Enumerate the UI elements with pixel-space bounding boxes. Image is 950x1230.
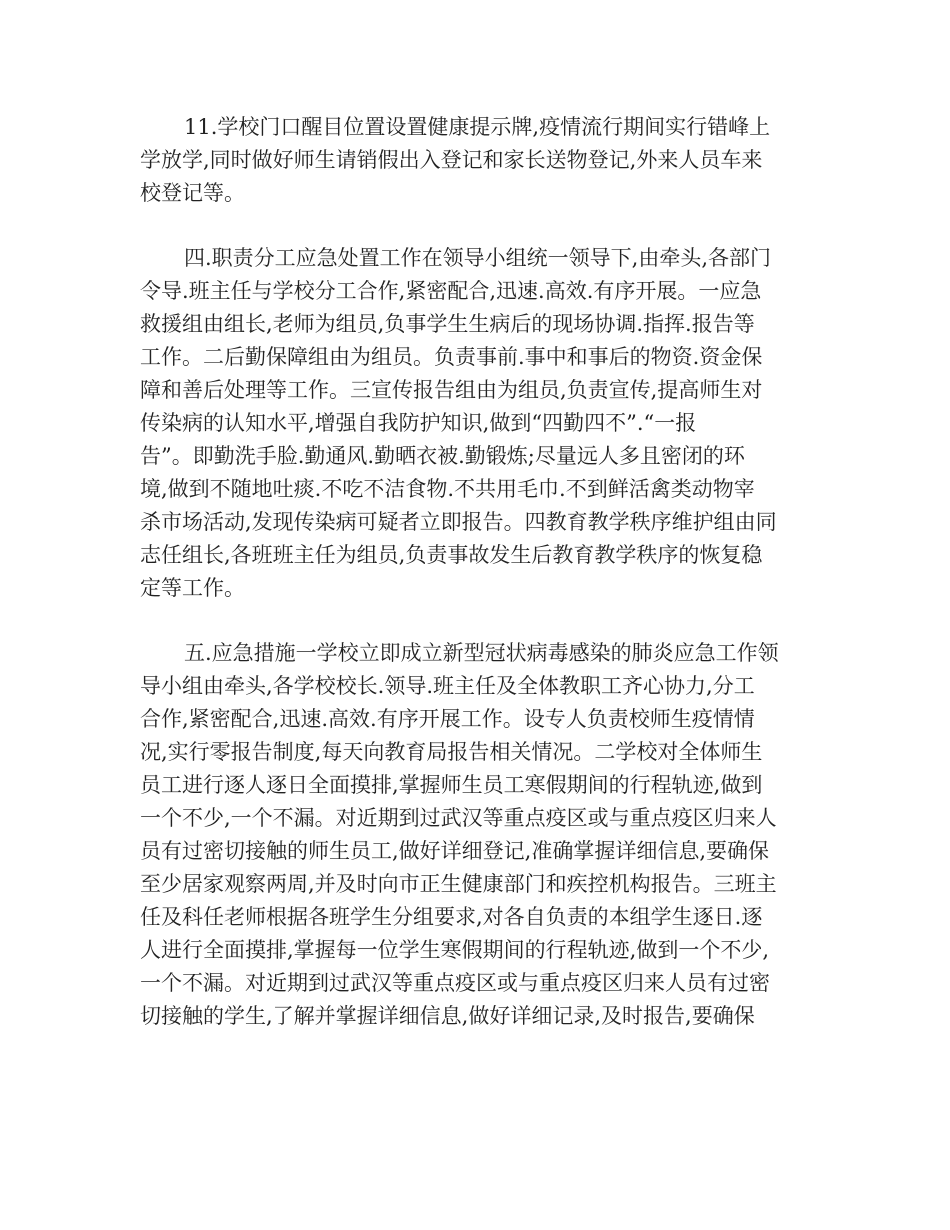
- text-line: 11.学校门口醒目位置设置健康提示牌,疫情流行期间实行错峰上: [184, 115, 771, 139]
- text-line: 任及科任老师根据各班学生分组要求,对各自负责的本组学生逐日.逐: [140, 905, 763, 929]
- text-line: 学放学,同时做好师生请销假出入登记和家长送物登记,外来人员车来: [140, 148, 763, 172]
- text-line: 四.职责分工应急处置工作在领导小组统一领导下,由牵头,各部门: [184, 246, 772, 270]
- text-line: 人进行全面摸排,掌握每一位学生寒假期间的行程轨迹,做到一个不少,: [140, 938, 770, 962]
- text-line: 五.应急措施一学校立即成立新型冠状病毒感染的肺炎应急工作领: [184, 641, 779, 665]
- text-line: 令导.班主任与学校分工合作,紧密配合,迅速.高效.有序开展。一应急: [140, 279, 762, 303]
- document-body: [140, 111, 815, 1065]
- text-line: 校登记等。: [140, 181, 245, 205]
- text-line: 工作。二后勤保障组由为组员。负责事前.事中和事后的物资.资金保: [140, 345, 763, 369]
- text-line: 合作,紧密配合,迅速.高效.有序开展工作。设专人负责校师生疫情情: [140, 707, 755, 731]
- text-line: 杀市场活动,发现传染病可疑者立即报告。四教育教学秩序维护组由同: [140, 510, 777, 534]
- text-line: 境,做到不随地吐痰.不吃不洁食物.不共用毛巾.不到鲜活禽类动物宰: [140, 477, 755, 501]
- paragraph-responsibilities: [140, 242, 815, 605]
- text-line: 志任组长,各班班主任为组员,负责事故发生后教育教学秩序的恢复稳: [140, 543, 763, 567]
- text-line: 一个不漏。对近期到过武汉等重点疫区或与重点疫区归来人员有过密: [140, 971, 770, 995]
- text-line: 障和善后处理等工作。三宣传报告组由为组员,负责宣传,提高师生对: [140, 378, 763, 402]
- text-line: 导小组由牵头,各学校校长.领导.班主任及全体教职工齐心协力,分工: [140, 674, 755, 698]
- text-line: 救援组由组长,老师为组员,负事学生生病后的现场协调.指挥.报告等: [140, 312, 755, 336]
- text-line: 定等工作。: [140, 576, 245, 600]
- paragraph-entrance-management: [140, 111, 815, 210]
- text-line: 员工进行逐人逐日全面摸排,掌握师生员工寒假期间的行程轨迹,做到: [140, 773, 763, 797]
- text-line: 切接触的学生,了解并掌握详细信息,做好详细记录,及时报告,要确保: [140, 1004, 755, 1028]
- text-line: 员有过密切接触的师生员工,做好详细登记,准确掌握详细信息,要确保: [140, 839, 770, 863]
- paragraph-emergency-measures: [140, 637, 815, 1033]
- text-line: 传染病的认知水平,增强自我防护知识,做到“四勤四不”.“一报: [140, 411, 697, 435]
- text-line: 一个不少,一个不漏。对近期到过武汉等重点疫区或与重点疫区归来人: [140, 806, 777, 830]
- text-line: 况,实行零报告制度,每天向教育局报告相关情况。二学校对全体师生: [140, 740, 763, 764]
- text-line: 告”。即勤洗手脸.勤通风.勤晒衣被.勤锻炼;尽量远人多且密闭的环: [140, 444, 745, 468]
- text-line: 至少居家观察两周,并及时向市正生健康部门和疾控机构报告。三班主: [140, 872, 777, 896]
